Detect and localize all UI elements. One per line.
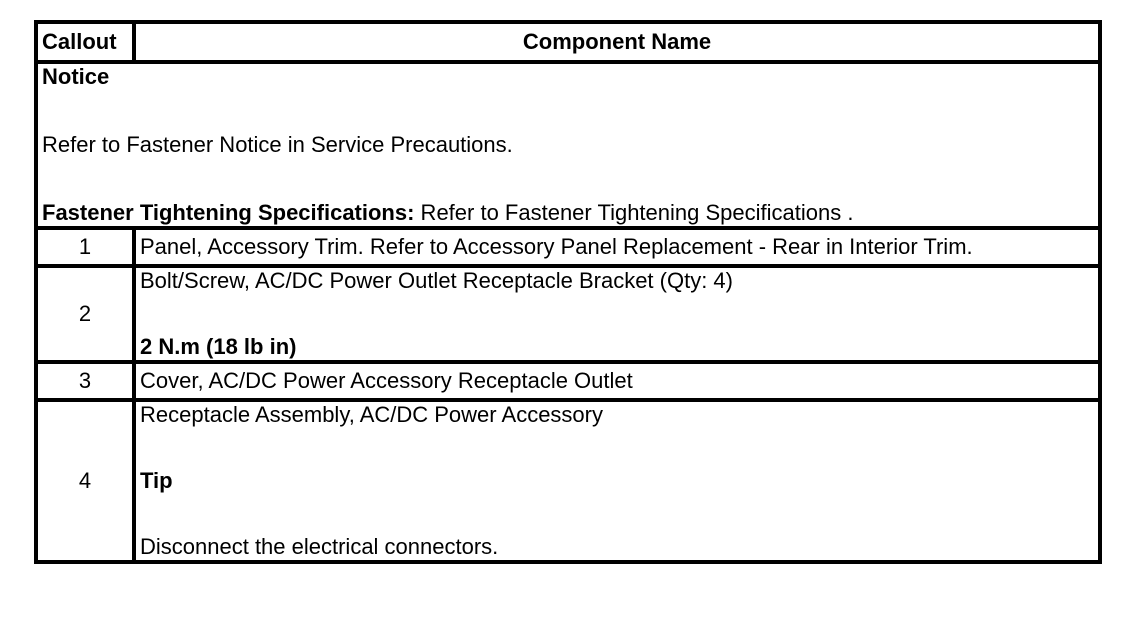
fastener-spec-line xyxy=(42,200,1094,226)
fastener-spec-label: Fastener Tightening Specifications: xyxy=(42,200,415,225)
header-component-name: Component Name xyxy=(134,22,1100,62)
header-row xyxy=(36,22,1100,62)
torque-spec: 2 N.m (18 lb in) xyxy=(140,334,297,359)
component-name: Cover, AC/DC Power Accessory Receptacle Outlet xyxy=(134,362,1100,400)
component-name xyxy=(134,266,1100,362)
notice-cell xyxy=(36,62,1100,228)
table-row xyxy=(36,362,1100,400)
table-row xyxy=(36,228,1100,266)
component-table xyxy=(34,20,1102,564)
header-callout: Callout xyxy=(36,22,134,62)
component-name: Panel, Accessory Trim. Refer to Accessory Panel Replacement - Rear in Interior Trim. xyxy=(134,228,1100,266)
fastener-spec-text: Refer to Fastener Tightening Specifications . xyxy=(414,200,854,225)
callout-number: 1 xyxy=(36,228,134,266)
component-line: Receptacle Assembly, AC/DC Power Accessory xyxy=(140,402,603,427)
notice-row xyxy=(36,62,1100,228)
callout-number: 4 xyxy=(36,400,134,562)
notice-text: Refer to Fastener Notice in Service Precautions. xyxy=(42,132,513,157)
callout-number: 2 xyxy=(36,266,134,362)
table-row xyxy=(36,400,1100,562)
component-line: Bolt/Screw, AC/DC Power Outlet Receptacle Bracket (Qty: 4) xyxy=(140,268,733,293)
component-name xyxy=(134,400,1100,562)
table-row xyxy=(36,266,1100,362)
callout-number: 3 xyxy=(36,362,134,400)
tip-label: Tip xyxy=(140,468,173,493)
tip-text: Disconnect the electrical connectors. xyxy=(140,534,499,559)
notice-title: Notice xyxy=(42,64,110,89)
